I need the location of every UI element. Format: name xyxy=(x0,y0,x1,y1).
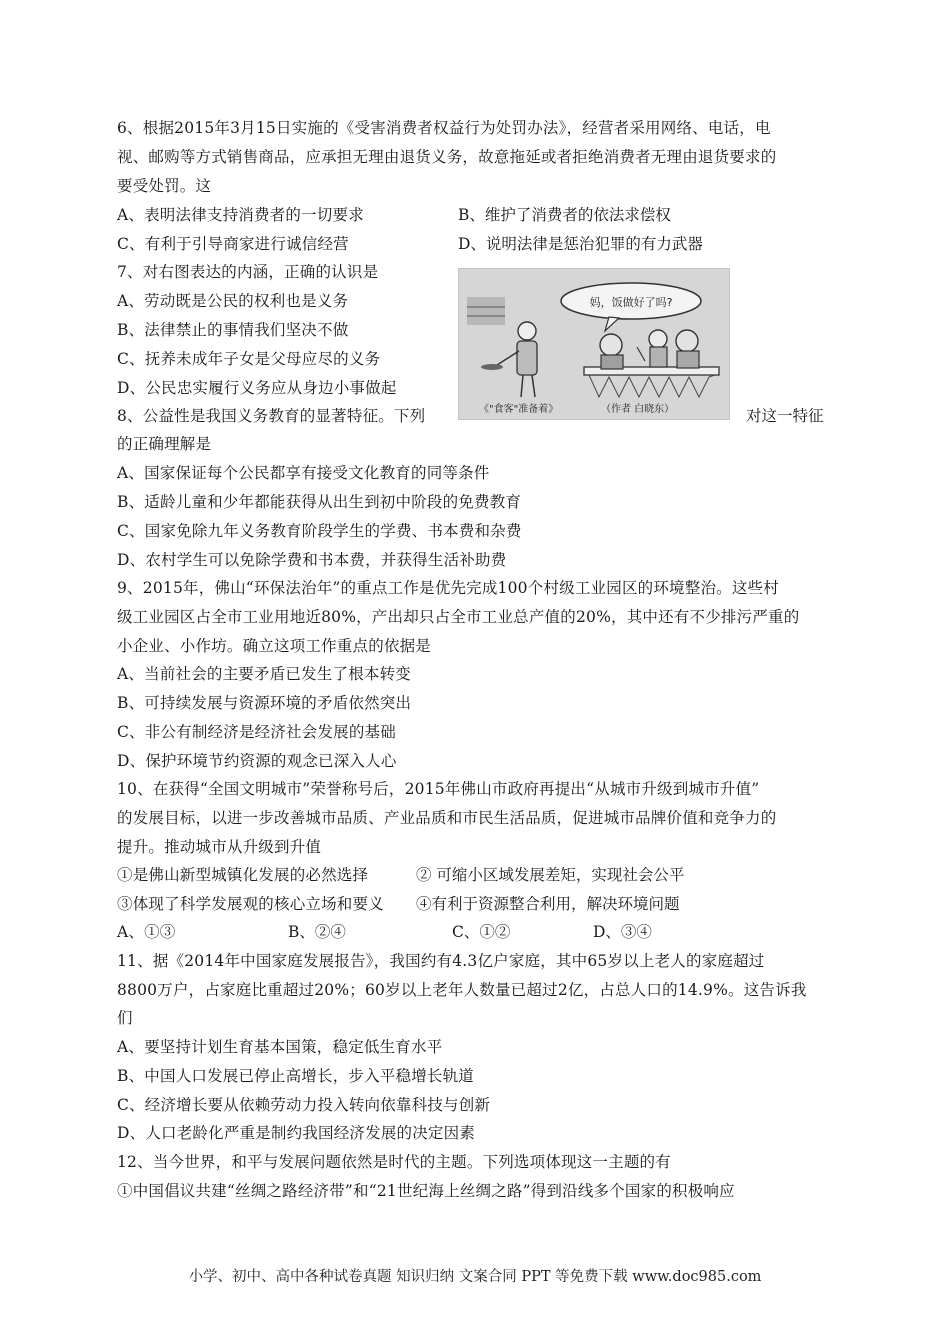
q6-stem-line2: 视、邮购等方式销售商品，应承担无理由退货义务，故意拖延或者拒绝消费者无理由退货要求的 xyxy=(117,148,777,166)
q12-stem: 12、当今世界，和平与发展问题依然是时代的主题。下列选项体现这一主题的有 xyxy=(117,1153,671,1171)
q10-statement-3: ③体现了科学发展观的核心立场和要义 xyxy=(117,895,384,913)
q10-stem-line3: 提升。推动城市从升级到升值 xyxy=(117,838,322,856)
q7-stem: 7、对右图表达的内涵，正确的认识是 xyxy=(117,263,379,281)
q9-stem-line1: 9、2015年，佛山“环保法治年”的重点工作是优先完成100个村级工业园区的环境整治。这些村 xyxy=(117,579,779,597)
q8-option-b: B、适龄儿童和少年都能获得从出生到初中阶段的免费教育 xyxy=(117,493,522,511)
q6-stem-line3: 要受处罚。这 xyxy=(117,177,212,195)
q10-statement-2: ② 可缩小区域发展差矩，实现社会公平 xyxy=(416,866,685,884)
q9-option-a: A、当前社会的主要矛盾已发生了根本转变 xyxy=(117,665,411,683)
page-footer: 小学、初中、高中各种试卷真题 知识归纳 文案合同 PPT 等免费下载 www.doc985.com xyxy=(188,1269,762,1285)
q11-option-c: C、经济增长要从依赖劳动力投入转向依靠科技与创新 xyxy=(117,1096,491,1114)
q10-stem-line1: 10、在获得“全国文明城市”荣誉称号后，2015年佛山市政府再提出“从城市升级到城市升值” xyxy=(117,780,760,798)
q9-option-b: B、可持续发展与资源环境的矛盾依然突出 xyxy=(117,694,412,712)
q9-option-d: D、保护环境节约资源的观念已深入人心 xyxy=(117,752,397,770)
q6-stem-line1: 6、根据2015年3月15日实施的《受害消费者权益行为处罚办法》，经营者采用网络、电话，电 xyxy=(117,119,771,137)
q9-stem-line2: 级工业园区占全市工业用地近80%，产出却只占全市工业总产值的20%，其中还有不少排污严重的 xyxy=(117,608,800,626)
q9-option-c: C、非公有制经济是经济社会发展的基础 xyxy=(117,723,396,741)
q6-option-d: D、说明法律是惩治犯罪的有力武器 xyxy=(458,235,703,253)
q11-stem-line3: 们 xyxy=(117,1009,133,1027)
q10-stem-line2: 的发展目标，以进一步改善城市品质、产业品质和市民生活品质，促进城市品牌价值和竞争力的 xyxy=(117,809,777,827)
q7-option-c: C、抚养未成年子女是父母应尽的义务 xyxy=(117,350,381,368)
q6-option-b: B、维护了消费者的依法求偿权 xyxy=(458,206,671,224)
q6-option-c: C、有利于引导商家进行诚信经营 xyxy=(117,235,349,253)
q8-option-a: A、国家保证每个公民都享有接受文化教育的同等条件 xyxy=(117,464,490,482)
q10-statement-4: ④有利于资源整合利用，解决环境问题 xyxy=(416,895,680,913)
q10-option-b: B、②④ xyxy=(288,923,346,941)
q6-option-a: A、表明法律支持消费者的一切要求 xyxy=(117,206,364,224)
q11-option-a: A、要坚持计划生育基本国策，稳定低生育水平 xyxy=(117,1038,443,1056)
q8-stem-line1-right: 对这一特征 xyxy=(746,407,824,425)
q11-stem-line1: 11、据《2014年中国家庭发展报告》，我国约有4.3亿户家庭，其中65岁以上老人的家庭超过 xyxy=(117,952,765,970)
q8-stem-line2: 的正确理解是 xyxy=(117,435,212,453)
cartoon-figure xyxy=(458,268,730,420)
q10-option-d: D、③④ xyxy=(593,923,652,941)
q11-option-d: D、人口老龄化严重是制约我国经济发展的决定因素 xyxy=(117,1124,476,1142)
q10-option-c: C、①② xyxy=(452,923,511,941)
cartoon-illustration xyxy=(459,269,729,419)
cartoon-bubble-text: 妈，饭做好了吗? xyxy=(589,296,673,309)
q8-stem-line1-left: 8、公益性是我国义务教育的显著特征。下列 xyxy=(117,407,426,425)
q12-statement-1: ①中国倡议共建“丝绸之路经济带”和“21世纪海上丝绸之路”得到沿线多个国家的积极响应 xyxy=(117,1182,735,1200)
cartoon-caption-author: （作者 白晓东） xyxy=(601,404,675,415)
q11-option-b: B、中国人口发展已停止高增长，步入平稳增长轨道 xyxy=(117,1067,474,1085)
q8-option-d: D、农村学生可以免除学费和书本费，并获得生活补助费 xyxy=(117,551,507,569)
q10-option-a: A、①③ xyxy=(117,923,176,941)
q7-option-b: B、法律禁止的事情我们坚决不做 xyxy=(117,321,349,339)
q10-statement-1: ①是佛山新型城镇化发展的必然选择 xyxy=(117,866,369,884)
q7-option-d: D、公民忠实履行义务应从身边小事做起 xyxy=(117,379,397,397)
q9-stem-line3: 小企业、小作坊。确立这项工作重点的依据是 xyxy=(117,637,432,655)
cartoon-caption-title: 《"食客"准备着》 xyxy=(479,404,559,415)
q11-stem-line2: 8800万户，占家庭比重超过20%；60岁以上老年人数量已超过2亿，占总人口的14.9%。这告诉我 xyxy=(117,981,807,999)
q8-option-c: C、国家免除九年义务教育阶段学生的学费、书本费和杂费 xyxy=(117,522,522,540)
q7-option-a: A、劳动既是公民的权利也是义务 xyxy=(117,292,349,310)
